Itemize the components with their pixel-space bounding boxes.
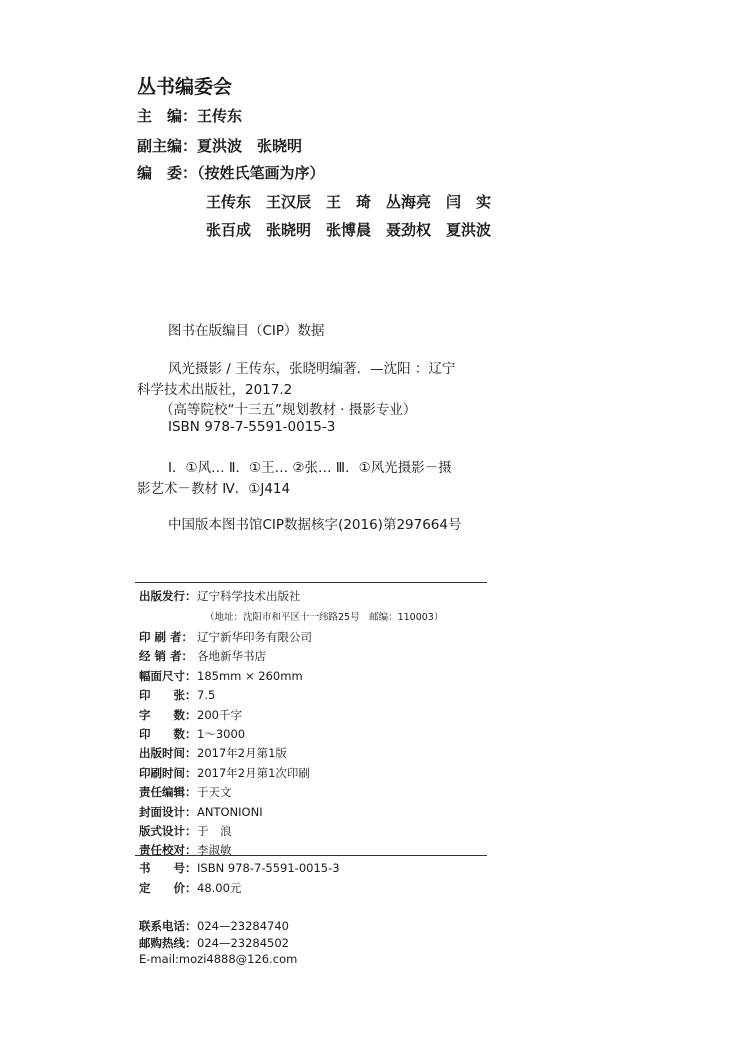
- publication-info-row: [139, 648, 266, 664]
- isbn-row: [139, 860, 340, 876]
- cip-line-2: 科学技术出版社，2017.2: [137, 382, 293, 398]
- publication-info-value: ANTONIONI: [197, 804, 263, 819]
- publication-info-value: 7.5: [197, 688, 216, 703]
- publisher-label: 出版发行：: [139, 589, 197, 603]
- publication-info-value: 200千字: [197, 707, 242, 722]
- cip-heading: 图书在版编目（CIP）数据: [168, 323, 325, 339]
- publication-info-label: 印 张：: [139, 688, 197, 703]
- publication-info-value: 于 浪: [197, 824, 232, 838]
- publication-info-row: [139, 823, 232, 839]
- committee-title: 丛书编委会: [137, 76, 233, 98]
- publication-info-label: 版式设计：: [139, 824, 197, 838]
- committee-members-label: 编 委：: [137, 164, 198, 182]
- price-label: 定 价：: [139, 881, 197, 895]
- publication-info-value: 185mm × 260mm: [197, 668, 303, 683]
- isbn-label: 书 号：: [139, 861, 197, 875]
- publication-info-value: 辽宁新华印务有限公司: [197, 630, 312, 644]
- publication-info-value: 1～3000: [197, 727, 246, 741]
- mail-order-label: 邮购热线：: [139, 936, 197, 950]
- publication-info-value: 李淑敏: [197, 843, 232, 858]
- publication-info-label: 封面设计：: [139, 804, 197, 819]
- committee-members-row: [137, 162, 325, 183]
- publisher-address: （地址：沈阳市和平区十一纬路25号 邮编：110003）: [205, 612, 444, 623]
- cip-line-1: 风光摄影 / 王传东，张晓明编著．—沈阳 ：辽宁: [168, 361, 456, 377]
- publication-info-value: 2017年2月第1次印刷: [197, 765, 310, 780]
- cip-classification-1: Ⅰ．①风… Ⅱ．①王… ②张… Ⅲ．①风光摄影－摄: [168, 460, 452, 476]
- price-value: 48.00元: [197, 881, 242, 895]
- cip-isbn: ISBN 978-7-5591-0015-3: [168, 419, 336, 435]
- chief-editor-row: [137, 105, 242, 126]
- committee-members-line-2: 张百成 张晓明 张博晨 聂劲权 夏洪波: [206, 221, 492, 239]
- publication-info-row: [139, 687, 215, 703]
- publication-info-label: 责任校对：: [139, 843, 197, 858]
- price-row: [139, 880, 241, 896]
- publication-info-label: 字 数：: [139, 707, 197, 722]
- publication-info-label: 印刷时间：: [139, 765, 197, 780]
- publication-info-row: [139, 765, 310, 781]
- publication-info-value: 各地新华书店: [197, 649, 266, 664]
- publication-info-label: 印 刷 者：: [139, 630, 194, 644]
- publication-info-row: [139, 745, 287, 761]
- divider-top: [135, 582, 487, 583]
- publisher-row: [139, 588, 301, 604]
- publication-info-row: [139, 726, 245, 742]
- publication-info-row: [139, 629, 312, 645]
- publication-info-label: 幅面尺寸：: [139, 668, 197, 683]
- deputy-editor-row: [137, 135, 302, 156]
- contact-phone-label: 联系电话：: [139, 919, 197, 933]
- publisher-value: 辽宁科学技术出版社: [197, 589, 301, 603]
- publication-info-row: [139, 668, 303, 684]
- publication-info-label: 印 数：: [139, 727, 197, 741]
- publication-info-label: 经 销 者：: [139, 649, 194, 664]
- email-line: E-mail:mozi4888@126.com: [139, 952, 298, 966]
- mail-order-value: 024—23284502: [197, 936, 289, 950]
- publication-info-row: [139, 804, 263, 820]
- cip-classification-2: 影艺术－教材 Ⅳ．①J414: [137, 481, 291, 497]
- committee-members-line-1: 王传东 王汉辰 王 琦 丛海亮 闫 实: [206, 193, 492, 211]
- publication-info-row: [139, 784, 232, 800]
- mail-order-row: [139, 935, 289, 951]
- chief-editor-value: 王传东: [197, 107, 243, 125]
- publication-info-label: 出版时间：: [139, 746, 197, 761]
- divider-bottom: [135, 855, 487, 856]
- publication-info-row: [139, 707, 242, 723]
- deputy-editor-value: 夏洪波 张晓明: [197, 137, 303, 155]
- cip-series: （高等院校“十三五”规划教材 · 摄影专业）: [160, 402, 417, 418]
- publication-info-value: 于天文: [197, 785, 232, 800]
- publication-info-value: 2017年2月第1版: [197, 746, 287, 761]
- cip-record-number: 中国版本图书馆CIP数据核字(2016)第297664号: [168, 517, 462, 533]
- publication-info-label: 责任编辑：: [139, 785, 197, 800]
- contact-phone-row: [139, 918, 289, 934]
- contact-phone-value: 024—23284740: [197, 919, 289, 933]
- committee-members-note: （按姓氏笔画为序）: [197, 164, 325, 182]
- chief-editor-label: 主 编：: [137, 107, 198, 125]
- isbn-value: ISBN 978-7-5591-0015-3: [197, 861, 340, 875]
- deputy-editor-label: 副主编：: [137, 137, 198, 155]
